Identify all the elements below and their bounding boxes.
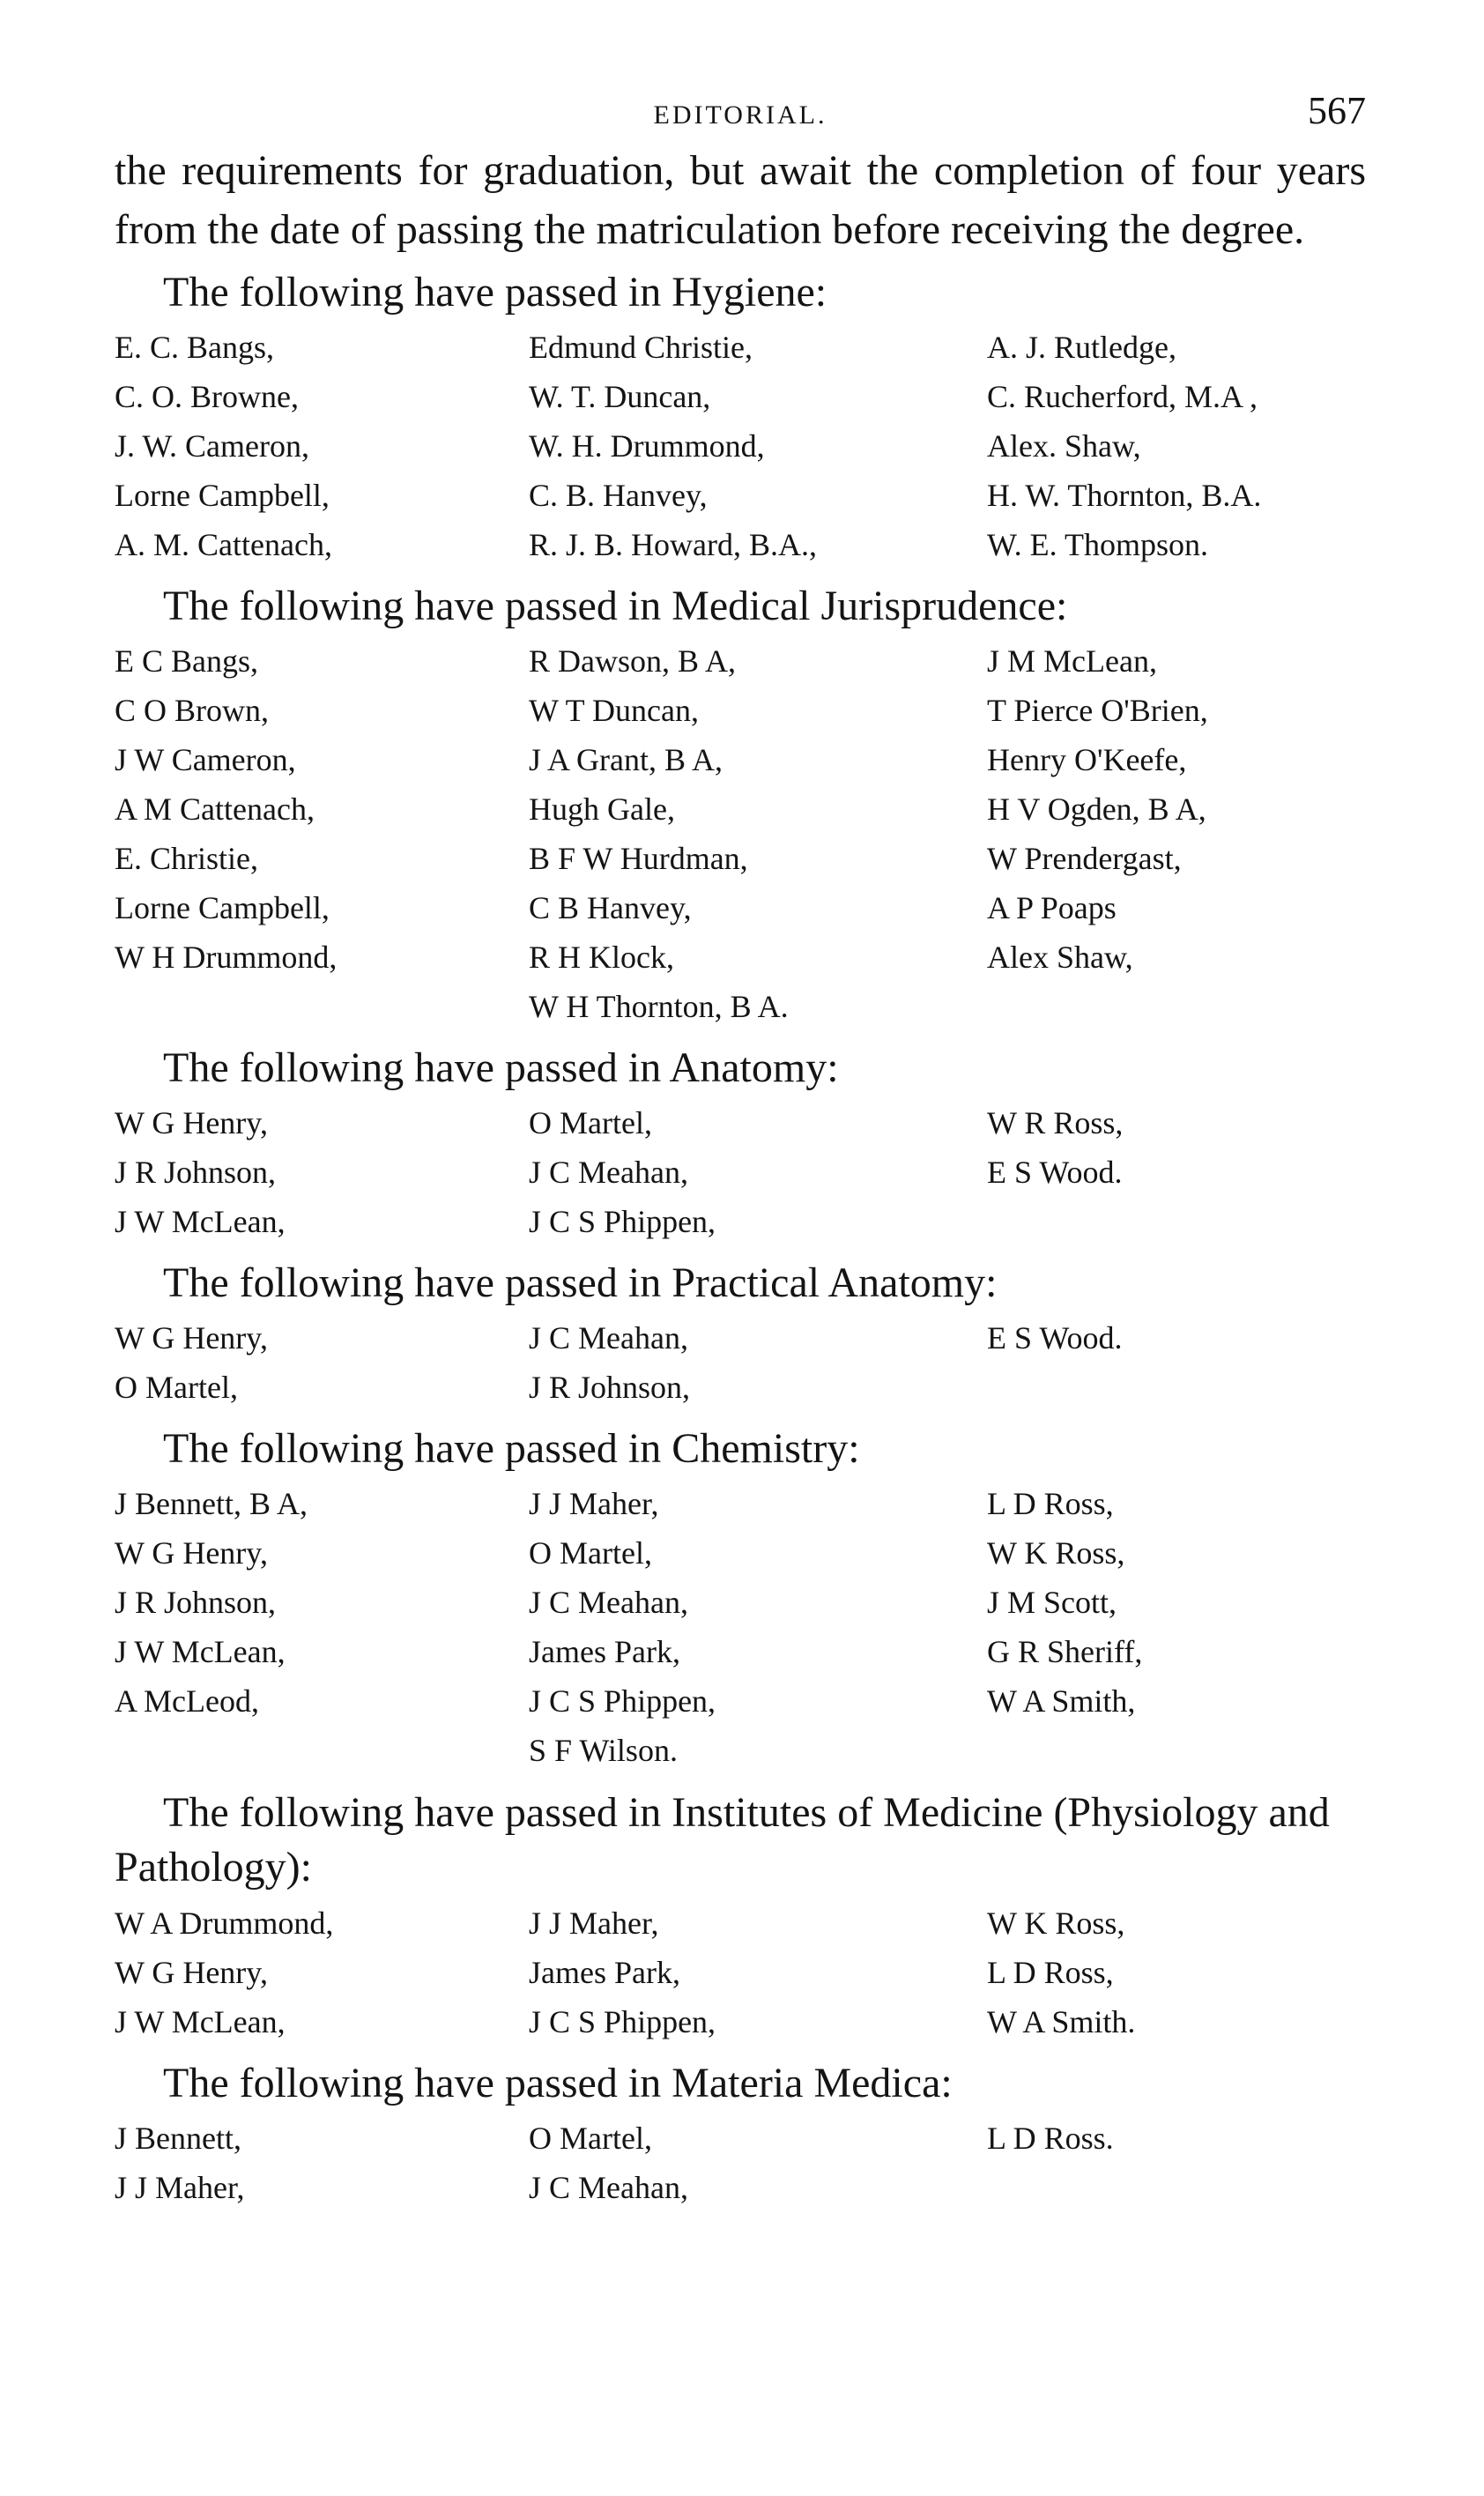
- student-name: Lorne Campbell,: [115, 478, 330, 513]
- student-name: Edmund Christie,: [529, 330, 753, 365]
- student-name: J M Scott,: [987, 1585, 1117, 1620]
- student-name: James Park,: [529, 1955, 680, 1990]
- name-list: [115, 323, 1366, 569]
- student-name: L D Ross.: [987, 2121, 1114, 2156]
- student-name: Hugh Gale,: [529, 791, 675, 827]
- student-name: J W McLean,: [115, 1204, 286, 1239]
- student-name: L D Ross,: [987, 1486, 1114, 1521]
- name-list: [115, 636, 1366, 1031]
- student-name: J C Meahan,: [529, 1320, 688, 1356]
- student-name: O Martel,: [529, 1105, 652, 1140]
- page: [115, 88, 1366, 2212]
- student-name: A. M. Cattenach,: [115, 527, 332, 562]
- student-name: J J Maher,: [115, 2170, 245, 2205]
- student-name: Alex Shaw,: [987, 940, 1133, 975]
- student-name: J W McLean,: [115, 1634, 286, 1669]
- pass-lists: [115, 266, 1366, 2212]
- student-name: H. W. Thornton, B.A.: [987, 478, 1262, 513]
- student-name: W G Henry,: [115, 1320, 268, 1356]
- student-name: S F Wilson.: [529, 1733, 678, 1768]
- student-name: E S Wood.: [987, 1320, 1123, 1356]
- student-name: W Prendergast,: [987, 841, 1182, 876]
- student-name: W A Drummond,: [115, 1905, 334, 1941]
- student-name: W K Ross,: [987, 1535, 1125, 1571]
- section-heading: The following have passed in Institutes of Medicine (Physiology and Pathology):: [115, 1789, 1330, 1891]
- student-name: Lorne Campbell,: [115, 890, 330, 925]
- student-name: J J Maher,: [529, 1905, 659, 1941]
- student-name: A McLeod,: [115, 1683, 259, 1719]
- student-name: Alex. Shaw,: [987, 428, 1141, 464]
- section-heading: The following have passed in Chemistry:: [163, 1425, 860, 1472]
- student-name: J C Meahan,: [529, 2170, 688, 2205]
- student-name: W R Ross,: [987, 1105, 1124, 1140]
- student-name: O Martel,: [115, 1370, 238, 1405]
- student-name: R H Klock,: [529, 940, 674, 975]
- student-name: E C Bangs,: [115, 643, 259, 679]
- student-name: A. J. Rutledge,: [987, 330, 1176, 365]
- student-name: W T Duncan,: [529, 693, 699, 728]
- student-name: Henry O'Keefe,: [987, 742, 1187, 777]
- student-name: B F W Hurdman,: [529, 841, 748, 876]
- running-title: EDITORIAL.: [653, 100, 827, 130]
- student-name: W A Smith,: [987, 1683, 1136, 1719]
- student-name: H V Ogden, B A,: [987, 791, 1206, 827]
- student-name: G R Sheriff,: [987, 1634, 1143, 1669]
- pass-list-section: [115, 1423, 1366, 1775]
- name-list: [115, 1313, 1366, 1412]
- student-name: O Martel,: [529, 2121, 652, 2156]
- student-name: [987, 1363, 1366, 1412]
- student-name: J Bennett, B A,: [115, 1486, 308, 1521]
- student-name: J C Meahan,: [529, 1155, 688, 1190]
- student-name: J C S Phippen,: [529, 2004, 716, 2039]
- running-head: [115, 88, 1366, 141]
- student-name: W H Thornton, B A.: [529, 989, 789, 1024]
- student-name: C. B. Hanvey,: [529, 478, 708, 513]
- student-name: J W Cameron,: [115, 742, 296, 777]
- student-name: J C S Phippen,: [529, 1204, 716, 1239]
- student-name: A M Cattenach,: [115, 791, 315, 827]
- student-name: [987, 1197, 1366, 1246]
- student-name: J C Meahan,: [529, 1585, 688, 1620]
- student-name: W G Henry,: [115, 1535, 268, 1571]
- student-name: James Park,: [529, 1634, 680, 1669]
- student-name: [115, 982, 529, 1031]
- student-name: J J Maher,: [529, 1486, 659, 1521]
- pass-list-section: [115, 2057, 1366, 2212]
- student-name: W K Ross,: [987, 1905, 1125, 1941]
- student-name: J Bennett,: [115, 2121, 241, 2156]
- student-name: R. J. B. Howard, B.A.,: [529, 527, 818, 562]
- pass-list-section: [115, 580, 1366, 1031]
- student-name: J. W. Cameron,: [115, 428, 309, 464]
- student-name: J R Johnson,: [115, 1155, 277, 1190]
- student-name: W A Smith.: [987, 2004, 1136, 2039]
- student-name: [115, 1726, 529, 1775]
- intro-paragraph: the requirements for graduation, but await the completion of four years from the date of passing the matriculation before receiving the degree.: [115, 147, 1366, 253]
- student-name: E. Christie,: [115, 841, 258, 876]
- section-heading: The following have passed in Materia Medica:: [163, 2060, 953, 2106]
- student-name: E. C. Bangs,: [115, 330, 275, 365]
- student-name: J M McLean,: [987, 643, 1157, 679]
- section-heading: The following have passed in Medical Jurisprudence:: [163, 583, 1068, 629]
- student-name: J C S Phippen,: [529, 1683, 716, 1719]
- student-name: C. Rucherford, M.A ,: [987, 379, 1258, 414]
- student-name: J W McLean,: [115, 2004, 286, 2039]
- section-heading: The following have passed in Hygiene:: [163, 269, 827, 316]
- student-name: [987, 1726, 1366, 1775]
- page-number: 567: [1308, 89, 1366, 132]
- pass-list-section: [115, 1042, 1366, 1246]
- pass-list-section: [115, 1257, 1366, 1412]
- student-name: E S Wood.: [987, 1155, 1123, 1190]
- student-name: [987, 982, 1366, 1031]
- student-name: W. T. Duncan,: [529, 379, 711, 414]
- student-name: W. H. Drummond,: [529, 428, 765, 464]
- name-list: [115, 1479, 1366, 1775]
- student-name: J R Johnson,: [115, 1585, 277, 1620]
- student-name: L D Ross,: [987, 1955, 1114, 1990]
- student-name: C O Brown,: [115, 693, 270, 728]
- name-list: [115, 1898, 1366, 2047]
- name-list: [115, 2113, 1366, 2212]
- student-name: R Dawson, B A,: [529, 643, 737, 679]
- name-list: [115, 1098, 1366, 1246]
- section-heading: The following have passed in Anatomy:: [163, 1044, 839, 1091]
- student-name: C. O. Browne,: [115, 379, 299, 414]
- student-name: W H Drummond,: [115, 940, 338, 975]
- student-name: C B Hanvey,: [529, 890, 692, 925]
- student-name: O Martel,: [529, 1535, 652, 1571]
- student-name: W G Henry,: [115, 1955, 268, 1990]
- student-name: W G Henry,: [115, 1105, 268, 1140]
- pass-list-section: [115, 266, 1366, 569]
- student-name: A P Poaps: [987, 890, 1117, 925]
- student-name: T Pierce O'Brien,: [987, 693, 1208, 728]
- student-name: [987, 2163, 1366, 2212]
- pass-list-section: [115, 1786, 1366, 2047]
- student-name: J R Johnson,: [529, 1370, 691, 1405]
- student-name: J A Grant, B A,: [529, 742, 723, 777]
- section-heading: The following have passed in Practical Anatomy:: [163, 1259, 998, 1306]
- student-name: W. E. Thompson.: [987, 527, 1209, 562]
